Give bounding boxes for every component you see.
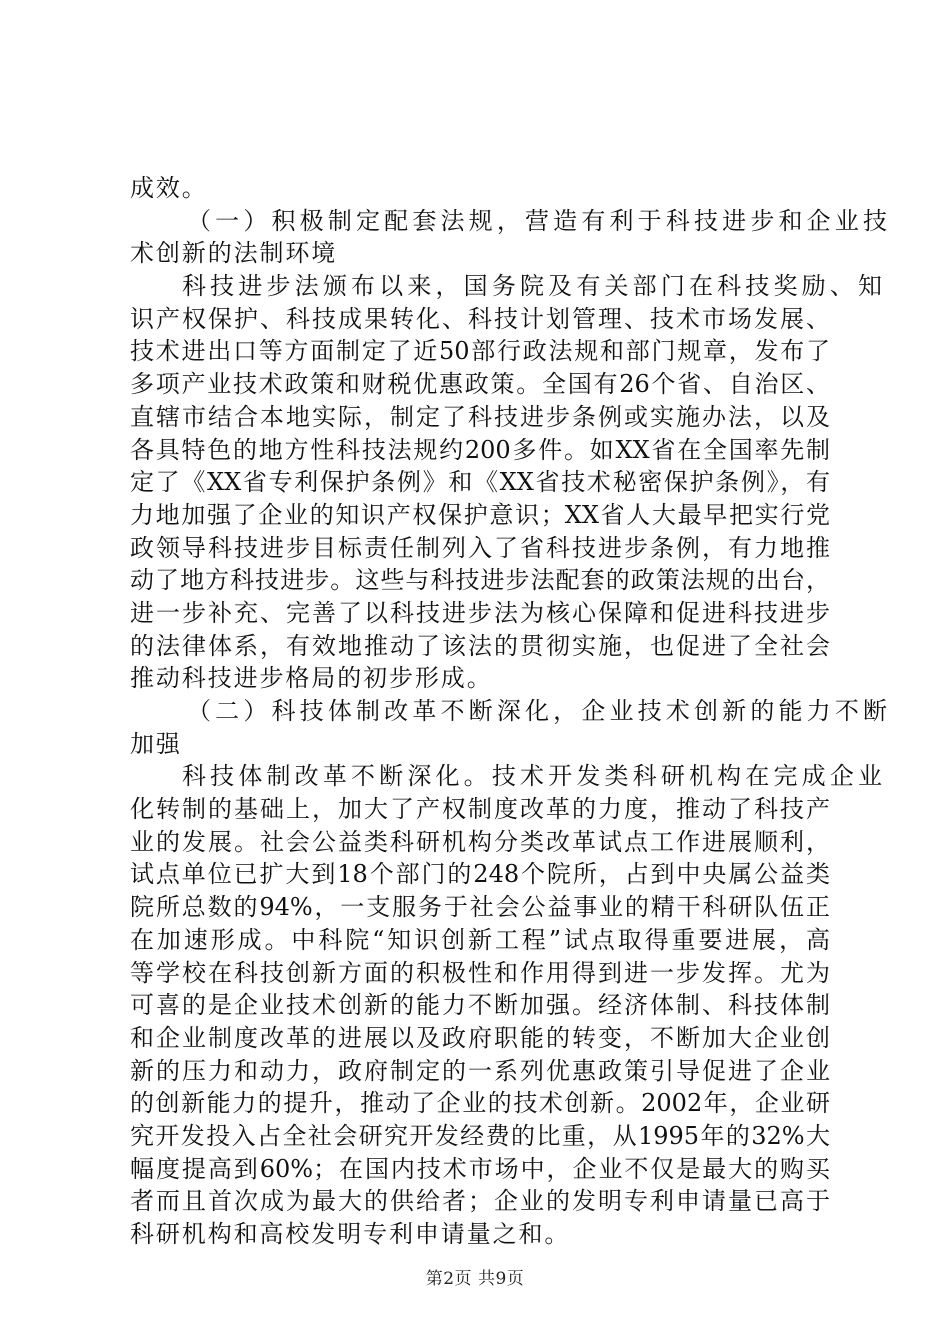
text-line: 业的发展。社会公益类科研机构分类改革试点工作进展顺利， (130, 827, 830, 856)
text-line: 识产权保护、科技成果转化、科技计划管理、技术市场发展、 (130, 304, 830, 333)
page-footer: 第2页 共9页 (425, 1269, 525, 1289)
text-line: 推动科技进步格局的初步形成。 (130, 664, 493, 693)
text-line: 和企业制度改革的进展以及政府职能的转变，不断加大企业创 (130, 1023, 830, 1052)
text-line: 试点单位已扩大到18个部门的248个院所，占到中央属公益类 (130, 860, 830, 889)
text-line: 技术进出口等方面制定了近50部行政法规和部门规章，发布了 (130, 337, 830, 366)
text-line: 可喜的是企业技术创新的能力不断加强。经济体制、科技体制 (130, 991, 830, 1020)
text-line: 定了《XX省专利保护条例》和《XX省技术秘密保护条例》，有 (130, 468, 830, 497)
text-line: 成效。 (130, 174, 208, 202)
text-line: 者而且首次成为最大的供给者；企业的发明专利申请量已高于 (130, 1187, 830, 1216)
text-line: 新的压力和动力，政府制定的一系列优惠政策引导促进了企业 (130, 1056, 830, 1085)
text-line: 直辖市结合本地实际，制定了科技进步条例或实施办法，以及 (130, 402, 830, 431)
text-line: 幅度提高到60%；在国内技术市场中，企业不仅是最大的购买 (130, 1154, 830, 1183)
text-line: 科技进步法颁布以来，国务院及有关部门在科技奖励、知 (182, 272, 882, 301)
text-line: 在加速形成。中科院“知识创新工程”试点取得重要进展，高 (130, 925, 830, 954)
text-line: （二）科技体制改革不断深化，企业技术创新的能力不断 (187, 697, 887, 725)
text-line: 的法律体系，有效地推动了该法的贯彻实施，也促进了全社会 (130, 631, 830, 660)
text-line: 各具特色的地方性科技法规约200多件。如XX省在全国率先制 (130, 435, 830, 464)
text-line: 院所总数的94%，一支服务于社会公益事业的精干科研队伍正 (130, 893, 830, 922)
text-line: 究开发投入占全社会研究开发经费的比重，从1995年的32%大 (130, 1121, 830, 1150)
text-line: 科技体制改革不断深化。技术开发类科研机构在完成企业 (182, 762, 882, 791)
text-line: 进一步补充、完善了以科技进步法为核心保障和促进科技进步 (130, 598, 830, 627)
text-line: 科研机构和高校发明专利申请量之和。 (130, 1220, 571, 1248)
text-line: （一）积极制定配套法规，营造有利于科技进步和企业技 (187, 206, 887, 235)
text-line: 加强 (130, 729, 182, 758)
text-line: 化转制的基础上，加大了产权制度改革的力度，推动了科技产 (130, 795, 830, 824)
body-text (130, 172, 887, 1251)
text-line: 动了地方科技进步。这些与科技进步法配套的政策法规的出台， (130, 566, 830, 595)
text-line: 力地加强了企业的知识产权保护意识；XX省人大最早把实行党 (130, 500, 830, 529)
text-line: 等学校在科技创新方面的积极性和作用得到进一步发挥。尤为 (130, 958, 830, 987)
text-line: 多项产业技术政策和财税优惠政策。全国有26个省、自治区、 (130, 370, 830, 399)
text-line: 术创新的法制环境 (130, 239, 338, 268)
text-line: 的创新能力的提升，推动了企业的技术创新。2002年，企业研 (130, 1089, 830, 1118)
text-line: 政领导科技进步目标责任制列入了省科技进步条例，有力地推 (130, 533, 830, 562)
